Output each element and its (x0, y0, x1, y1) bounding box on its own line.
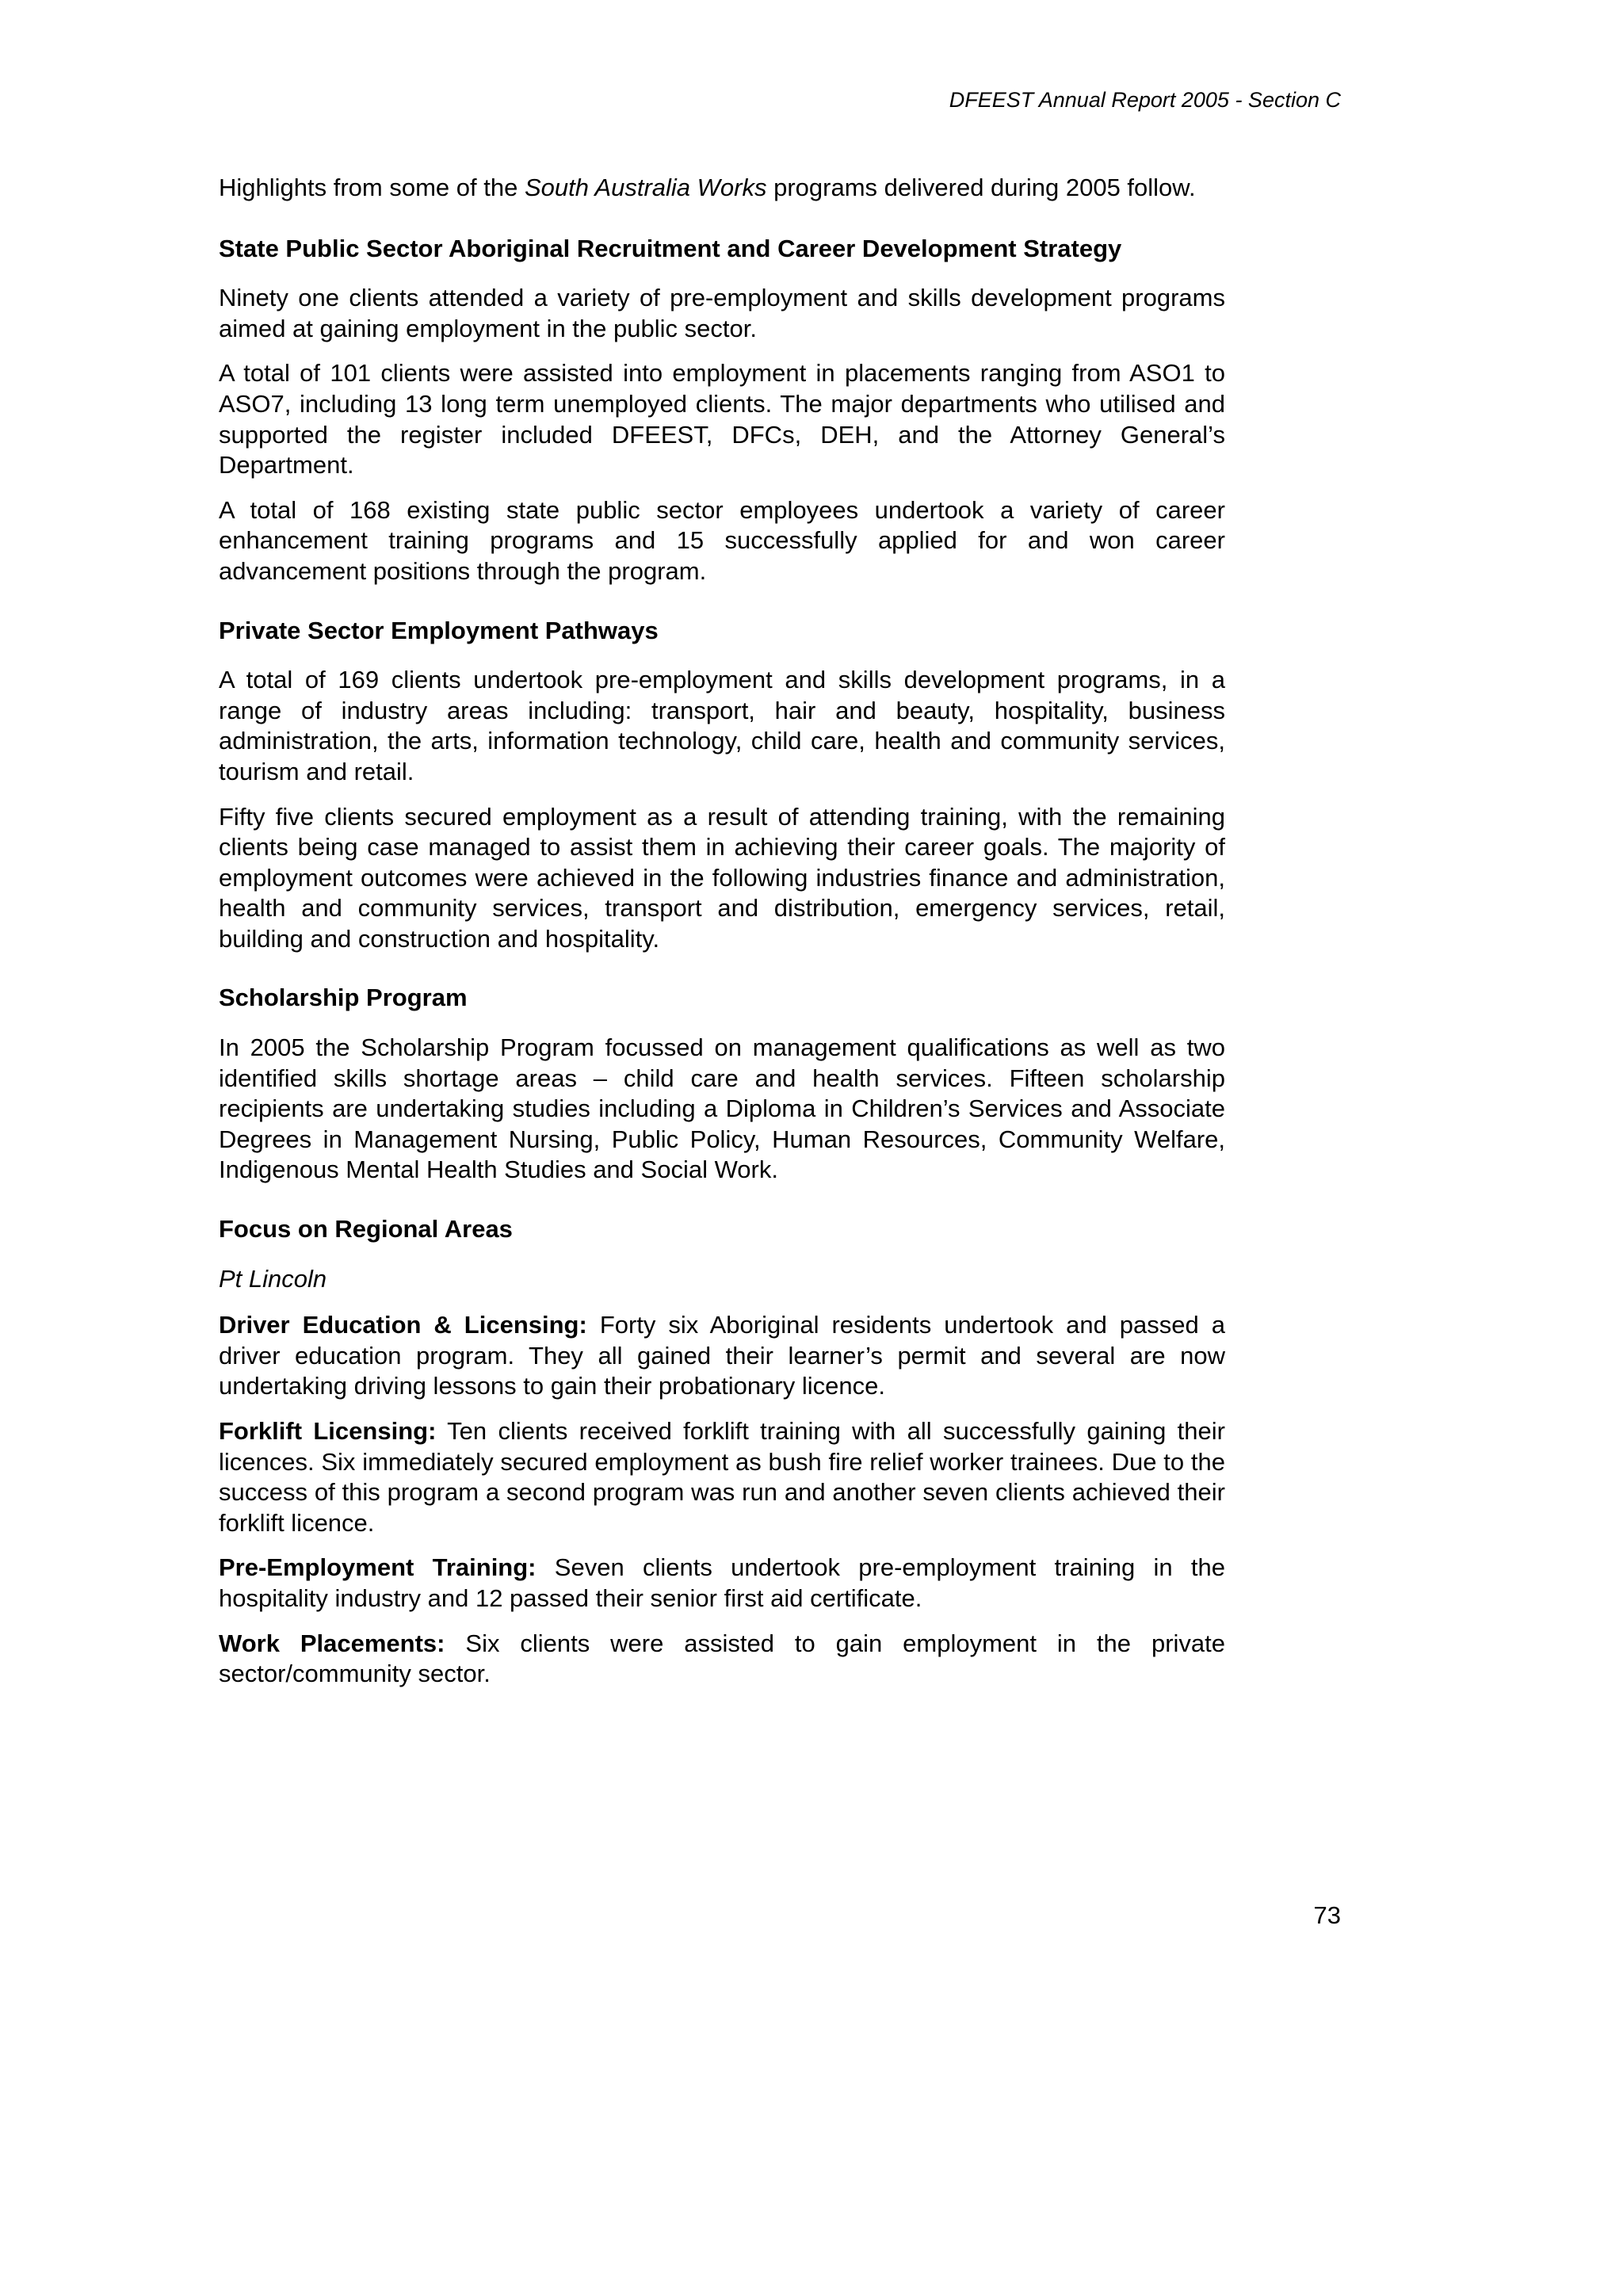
regional-item-work-placements (219, 1629, 1225, 1690)
section-paragraph: A total of 168 existing state public sector employees undertook a variety of career enhancement training programs and 15 successfully applied for and won career advancement positions through the program. (219, 495, 1225, 585)
section-heading-aboriginal-recruitment: State Public Sector Aboriginal Recruitment and Career Development Strategy (219, 234, 1122, 262)
intro-text-before: Highlights from some of the (219, 174, 525, 201)
page-content (219, 173, 1225, 1704)
regional-item-text: Seven clients undertook pre-employment training in the hospitality industry and 12 passed their senior first aid certificate. (219, 1553, 1226, 1612)
page-number: 73 (1313, 1901, 1341, 1929)
regional-item-driver-education (219, 1310, 1225, 1402)
regional-item-pre-employment (219, 1553, 1225, 1614)
intro-text-after: programs delivered during 2005 follow. (766, 174, 1196, 201)
section-paragraph: A total of 169 clients undertook pre-employment and skills development programs, in a range of industry areas including: transport, hair and beauty, hospitality, business administration, the arts, information technology, child care, health and community services, tourism and retail. (219, 666, 1225, 785)
section-heading-private-sector: Private Sector Employment Pathways (219, 616, 659, 644)
regional-item-forklift (219, 1416, 1225, 1538)
regional-item-label: Pre-Employment Training: (219, 1553, 537, 1582)
section-heading-regional-areas: Focus on Regional Areas (219, 1215, 513, 1244)
section-paragraph: In 2005 the Scholarship Program focussed on management qualifications as well as two identified skills shortage areas – child care and health services. Fifteen scholarship recipients are undertaking studies including a Diploma in Children’s Services and Associate Degrees in Management Nursing, Public Policy, Human Resources, Community Welfare, Indigenous Mental Health Studies and Social Work. (219, 1033, 1225, 1184)
regional-item-text: Six clients were assisted to gain employment in the private sector/community sector. (219, 1629, 1225, 1688)
section-paragraph: Ninety one clients attended a variety of pre-employment and skills development programs aimed at gaining employment in the public sector. (219, 284, 1225, 342)
regional-item-text: Forty six Aboriginal residents undertook and passed a driver education program. They all gained their learner’s permit and several are now undertaking driving lessons to gain their probationary licence. (219, 1311, 1225, 1400)
regional-item-label: Work Placements: (219, 1629, 445, 1657)
section-heading-scholarship: Scholarship Program (219, 984, 468, 1012)
regional-item-label: Driver Education & Licensing: (219, 1311, 587, 1339)
running-header: DFEEST Annual Report 2005 - Section C (949, 88, 1341, 112)
regional-item-label: Forklift Licensing: (219, 1417, 437, 1445)
intro-paragraph (219, 173, 1225, 204)
section-paragraph: Fifty five clients secured employment as a result of attending training, with the remaining clients being case managed to assist them in achieving their career goals. The majority of employment outcomes were achieved in the following industries finance and administration, health and community services, transport and distribution, emergency services, retail, building and construction and hospitality. (219, 802, 1225, 953)
section-paragraph: A total of 101 clients were assisted into employment in placements ranging from ASO1 to ASO7, including 13 long term unemployed clients. The major departments who utilised and supported the register included DFEEST, DFCs, DEH, and the Attorney General’s Department. (219, 359, 1225, 479)
regional-item-text: Ten clients received forklift training with all successfully gaining their licences. Six immediately secured employment as bush fire relief worker trainees. Due to the success of this program a second program was run and another seven clients achieved their forklift licence. (219, 1417, 1225, 1537)
intro-program-name: South Australia Works (524, 174, 767, 201)
subheading-pt-lincoln: Pt Lincoln (219, 1264, 327, 1293)
